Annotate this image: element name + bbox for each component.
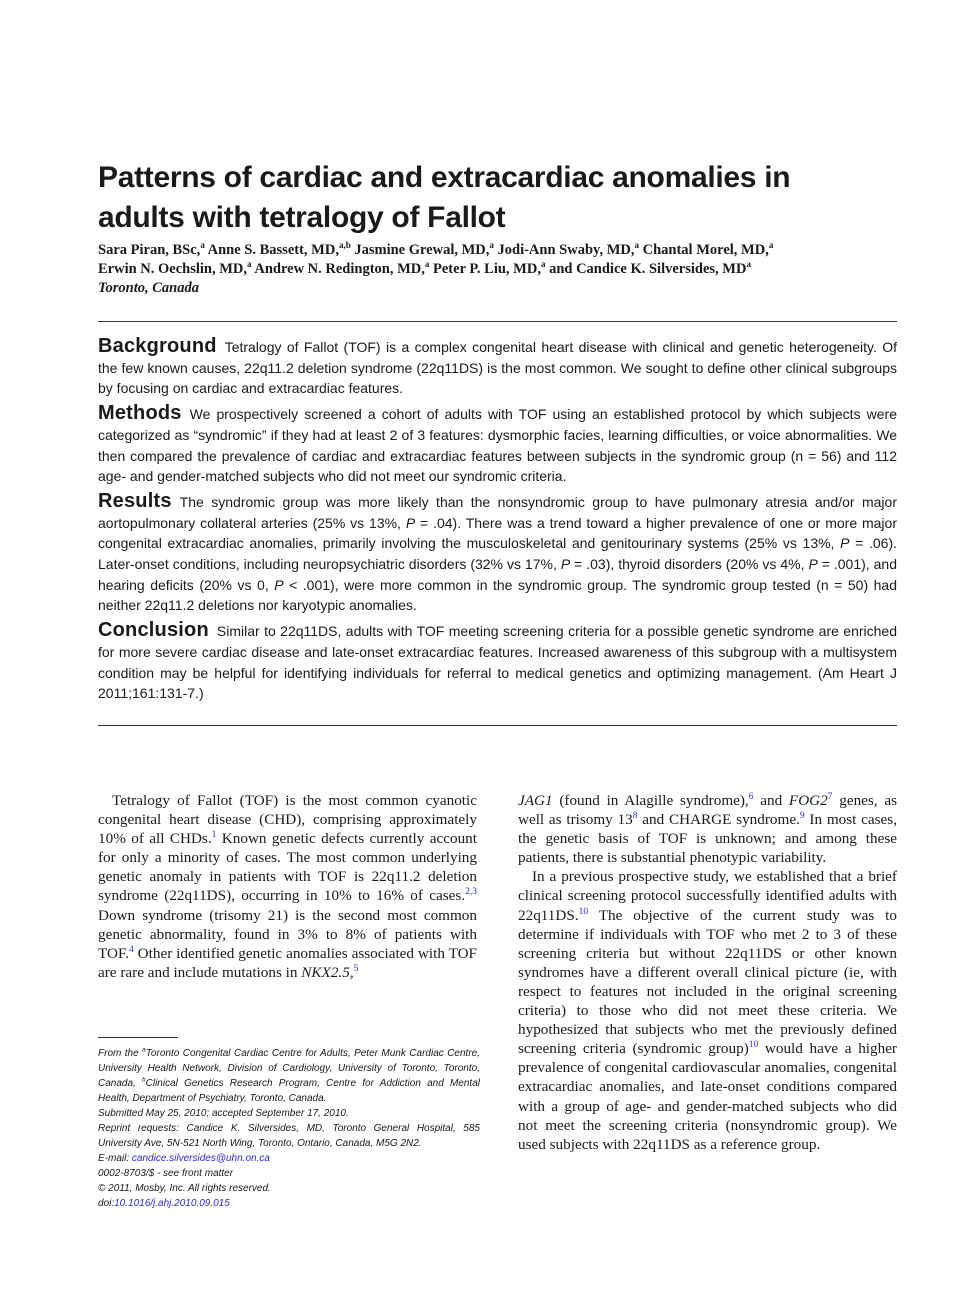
abstract-conclusion [98, 620, 897, 704]
gene-name: JAG1 [518, 792, 553, 809]
body-text: would have a higher prevalence of congenital cardiovascular anomalies, congenital extracardiac anomalies, and late-onset conditions compared with a group of age- and gender-matched subjects who did not meet the screening criteria (nonsyndromic group). We used subjects with 22q11DS as a reference group. [518, 1040, 897, 1153]
methods-heading: Methods [98, 402, 182, 425]
email-label: E-mail: [98, 1153, 132, 1164]
reference-link[interactable]: 10 [578, 906, 589, 917]
affiliation-mark: a [768, 240, 774, 251]
affiliation-mark: a [200, 240, 205, 251]
author-name: and Candice K. Silversides, MD [549, 261, 747, 277]
affiliation-footnote [98, 1046, 480, 1106]
abstract [98, 336, 897, 708]
reference-link[interactable]: 10 [748, 1040, 759, 1051]
issn-line: 0002-8703/$ - see front matter [98, 1168, 234, 1179]
footnote-rule [98, 1037, 178, 1038]
affiliation-mark: a [142, 1046, 146, 1054]
footnote-text: Toronto Congenital Cardiac Centre for Adults, Peter Munk Cardiac Centre, University Health Network, Division of Cardiology, University of Toronto, Toronto, Canada, [98, 1048, 480, 1089]
gene-name: NKX2.5 [301, 963, 350, 981]
gene-name: FOG2 [788, 792, 828, 809]
author-name: Andrew N. Redington, MD, [254, 261, 425, 277]
footnotes [98, 1046, 480, 1211]
author-name: Anne S. Bassett, MD, [207, 242, 339, 258]
email-line [98, 1151, 480, 1166]
affiliation-mark: b [142, 1076, 146, 1084]
affiliation-mark: a [247, 259, 252, 270]
doi-line [98, 1196, 480, 1211]
affiliation-mark: a [746, 259, 751, 270]
body-paragraph [518, 791, 897, 867]
abstract-bottom-rule [98, 725, 897, 726]
reference-link[interactable]: 2,3 [465, 887, 477, 898]
author-name: Chantal Morel, MD, [642, 242, 769, 258]
body-column-left [98, 791, 477, 982]
p-value-label: P [560, 556, 571, 573]
p-value-label: P [840, 535, 850, 552]
reprint-requests: Reprint requests: Candice K. Silversides, MD, Toronto General Hospital, 585 University Ave, 5N-521 North Wing, Toronto, Ontario, Canada, M5G 2N2. [98, 1123, 480, 1149]
p-value-label: P [274, 576, 284, 593]
affiliation-mark: a [489, 240, 494, 251]
author-name: Jodi-Ann Swaby, MD, [497, 242, 635, 258]
affiliation-mark: a,b [338, 240, 351, 251]
conclusion-text: Similar to 22q11DS, adults with TOF meeting screening criteria for a possible genetic syndrome are enriched for more severe cardiac disease and late-onset extracardiac features. Increased awareness of this subgroup with a multisystem condition may be helpful for identifying individuals for referral to medical genetics and optimizing management. (Am Heart J 2011;161:131-7.) [98, 623, 897, 702]
author-name: Jasmine Grewal, MD, [354, 242, 490, 258]
body-text: genes, as well as trisomy 13 [518, 792, 898, 829]
author-name: Erwin N. Oechslin, MD, [98, 261, 248, 277]
doi-link[interactable]: 10.1016/j.ahj.2010.09.015 [114, 1198, 230, 1209]
body-text: (found in Alagille syndrome), [552, 792, 749, 809]
results-text: < .001), were more common in the syndromic group. The syndromic group tested (n = 50) had neither 22q11.2 deletions nor karyotypic anomalies. [98, 576, 897, 614]
abstract-background [98, 336, 897, 399]
body-paragraph [518, 867, 897, 1153]
body-text: Down syndrome (trisomy 21) is the second most common genetic abnormality, found in 3% to 8% of patients with TOF. [98, 906, 477, 962]
copyright-line: © 2011, Mosby, Inc. All rights reserved. [98, 1183, 271, 1194]
body-text: Tetralogy of Fallot (TOF) is the most common cyanotic congenital heart disease (CHD), comprising approximately 10% of all CHDs. [98, 792, 477, 848]
affiliation-mark: a [424, 259, 430, 270]
methods-text: We prospectively screened a cohort of adults with TOF using an established protocol by which subjects were categorized as “syndromic” if they had at least 2 of 3 features: dysmorphic facies, learning difficulties, or voice abnormalities. We then compared the prevalence of cardiac and extracardiac features between subjects in the syndromic group (n = 56) and 112 age- and gender-matched subjects who did not meet our syndromic criteria. [98, 406, 897, 485]
body-text: In a previous prospective study, we established that a brief clinical screening protocol successfully identified adults with 22q11DS. [518, 868, 897, 924]
results-text: = .04). There was a trend toward a higher prevalence of one or more major congenital extracardiac anomalies, primarily involving the musculoskeletal and genitourinary systems (25% vs 13%, [98, 514, 897, 552]
results-text: = .06). Later-onset conditions, including neuropsychiatric disorders (32% vs 17%, [98, 535, 897, 573]
reference-link[interactable]: 4 [129, 944, 134, 955]
author-name: Peter P. Liu, MD, [433, 261, 541, 277]
body-column-right [518, 791, 897, 1154]
reference-link[interactable]: 5 [353, 963, 359, 974]
reference-link[interactable]: 7 [827, 791, 833, 802]
p-value-label: P [808, 556, 818, 573]
footnote-text: Clinical Genetics Research Program, Centre for Addiction and Mental Health, Department of Psychiatry, Toronto, Canada. [98, 1078, 480, 1104]
email-link[interactable]: candice.silversides@uhn.on.ca [131, 1153, 270, 1164]
conclusion-heading: Conclusion [98, 619, 209, 642]
results-text: = .001), and hearing deficits (20% vs 0, [98, 556, 897, 593]
reference-link[interactable]: 9 [799, 811, 805, 822]
footnote-text: From the [98, 1048, 143, 1059]
abstract-results [98, 491, 897, 616]
author-name: Sara Piran, BSc, [98, 242, 201, 258]
affiliation-mark: a [634, 240, 639, 251]
abstract-top-rule [98, 321, 897, 322]
abstract-methods [98, 403, 897, 487]
results-heading: Results [98, 489, 172, 512]
doi-label: doi: [98, 1198, 115, 1209]
author-location: Toronto, Canada [98, 280, 199, 296]
body-text: Known genetic defects currently account for only a minority of cases. The most common underlying genetic anomaly in patients with TOF is 22q11.2 deletion syndrome (22q11DS), occurring in 10% to 16% of cases. [98, 830, 477, 905]
body-text: Other identified genetic anomalies associated with TOF are rare and include mutations in [98, 944, 477, 981]
results-text: The syndromic group was more likely than the nonsyndromic group to have pulmonary atresia and/or major aortopulmonary collateral arteries (25% vs 13%, [98, 493, 897, 531]
submission-dates: Submitted May 25, 2010; accepted September 17, 2010. [98, 1108, 349, 1119]
body-text: The objective of the current study was to determine if individuals with TOF who met 2 to 3 of these screening criteria but without 22q11DS or other known syndromes have a different overall clinical picture (ie, with respect to features not included in the original screening criteria) to those who did not meet these criteria. We hypothesized that subjects who met the previously defined screening criteria (syndromic group) [518, 906, 897, 1058]
article-title: Patterns of cardiac and extracardiac anomalies in adults with tetralogy of Fallot [98, 161, 791, 234]
results-text: = .03), thyroid disorders (20% vs 4%, [570, 556, 809, 573]
author-list [98, 241, 898, 298]
background-heading: Background [98, 335, 217, 357]
body-text: and CHARGE syndrome. [637, 811, 800, 829]
background-text: Tetralogy of Fallot (TOF) is a complex congenital heart disease with clinical and genetic heterogeneity. Of the few known causes, 22q11.2 deletion syndrome (22q11DS) is the most common. We sought to define other clinical subgroups by focusing on cardiac and extracardiac features. [98, 339, 897, 397]
body-paragraph: Tetralogy of Fallot (TOF) is the most common cyanotic congenital heart disease (CHD), comprising approximately 10% of all CHDs.$^1$ Known genetic defects currently account for only a minority of cases. The most common underlying genetic anomaly in patients with TOF is 22q11.2 deletion syndrome (22q11DS), occurring in 10% to 16% of cases.$^{2,3}$ Down syndrome (trisomy 21) is the second most common genetic abnormality, found in 3% to 8% of patients with TOF.$^4$ Other identified genetic anomalies associated with TOF are rare and include mutations in NKX2.5,$^5$ [98, 792, 477, 981]
affiliation-mark: a [540, 259, 546, 270]
reference-link[interactable]: 1 [211, 830, 217, 841]
body-text: and [753, 792, 789, 809]
p-value-label: P [405, 514, 416, 531]
body-text: In most cases, the genetic basis of TOF is unknown; and among these patients, there is substantial phenotypic variability. [518, 811, 897, 867]
reference-link[interactable]: 8 [632, 811, 638, 822]
reference-link[interactable]: 6 [748, 791, 754, 802]
